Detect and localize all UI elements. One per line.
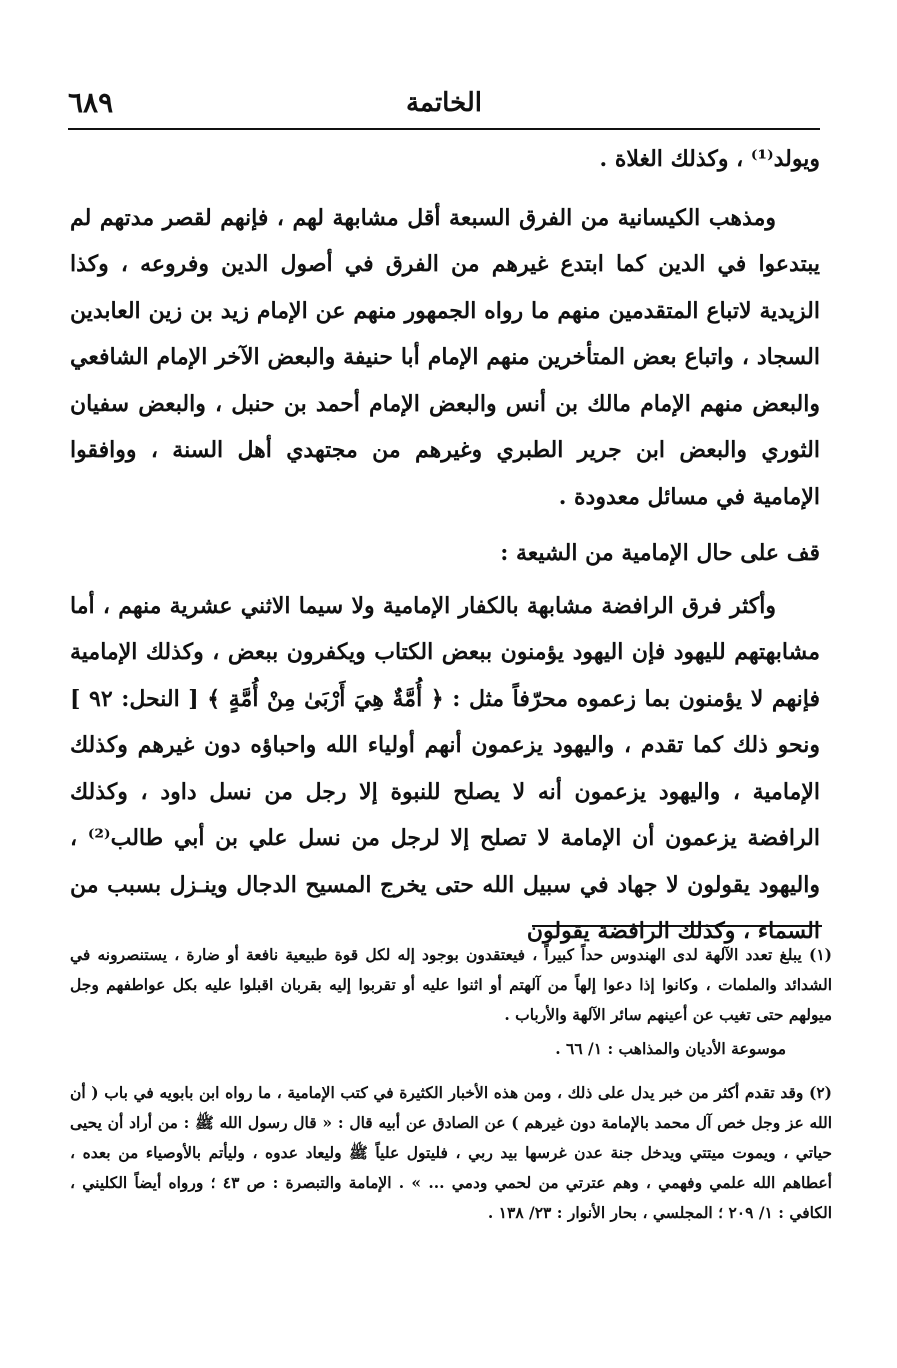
footnote-1-source: موسوعة الأديان والمذاهب : ١/ ٦٦ . xyxy=(555,1039,786,1058)
paragraph-text-b: [ النحل: ٩٢ ] ونحو ذلك كما تقدم ، واليهود يزعمون أنهم أولياء الله واحباؤه دون غيرهم وكذلك الإمامية ، واليهود يزعمون أنه لا يصلح للنبوة إلا رجل من نسل داود ، وكذلك الرافضة يزعمون أن الإمامة لا تصلح إلا لرجل من نسل علي بن أبي طالب⁽²⁾ ، واليهود يقولون لا جهاد في سبيل الله حتى يخرج المسيح الدجال وينـزل بسبب من السماء ، وكذلك الرافضة يقولون xyxy=(70,685,820,944)
page-header xyxy=(68,86,820,126)
paragraph-continuation: ويولد⁽¹⁾ ، وكذلك الغلاة . xyxy=(599,146,820,172)
main-text xyxy=(70,136,820,955)
quran-verse: ﴿ أُمَّةٌ هِيَ أَرْبَىٰ مِنْ أُمَّةٍ ﴾ xyxy=(207,685,444,712)
footnote-separator xyxy=(532,925,822,927)
footnote-2: (٢) وقد تقدم أكثر من خبر يدل على ذلك ، ومن هذه الأخبار الكثيرة في كتب الإمامية ، ما رواه ابن بابويه في باب ( أن الله عز وجل خص آل محمد بالإمامة دون غيرهم ) عن الصادق عن أبيه قال : « قال رسول الله ﷺ : من أراد أن يحيى حياتي ، ويموت ميتتي ويدخل جنة عدن غرسها بيد ربي ، فليتول علياً ﷺ وليعاد عدوه ، وليأتم بالأوصياء من بعده ، أعطاهم الله علمي وفهمي ، وهم عترتي من لحمي ودمي ... » . الإمامة والتبصرة : ص ٤٣ ؛ ورواه أيضاً الكليني ، الكافي : ١/ ٢٠٩ ؛ المجلسي ، بحار الأنوار : ٢٣/ ١٣٨ . xyxy=(70,1083,832,1222)
footnotes xyxy=(70,940,832,1228)
paragraph-imamiyya xyxy=(70,583,820,955)
paragraph-text-a: وأكثر فرق الرافضة مشابهة بالكفار الإمامية ولا سيما الاثني عشرية منهم ، أما مشابهتهم لليهود فإن اليهود يؤمنون ببعض الكتاب ويكفرون ببعض ، وكذلك الإمامية فإنهم لا يؤمنون بما زعموه محرّفاً مثل : xyxy=(70,592,820,712)
page-number: ٦٨٩ xyxy=(68,86,114,119)
section-heading: قف على حال الإمامية من الشيعة : xyxy=(500,540,820,566)
header-rule xyxy=(68,128,820,130)
footnote-1: (١) يبلغ تعدد الآلهة لدى الهندوس حداً كبيراً ، فيعتقدون بوجود إله لكل قوة طبيعية نافعة أو ضارة ، يستنصرونه في الشدائد والملمات ، وكانوا إذا دعوا إلهاً من آلهتم أو اثنوا عليه أو تقربوا إليه بقربان اقبلوا عليه بكل عواطفهم وجل ميولهم حتى تغيب عن أعينهم سائر الآلهة والأرباب . xyxy=(70,945,832,1024)
paragraph-kaysaniyya: ومذهب الكيسانية من الفرق السبعة أقل مشابهة لهم ، فإنهم لقصر مدتهم لم يبتدعوا في الدين كما ابتدع غيرهم من الفرق في أصول الدين وفروعه ، وكذا الزيدية لاتباع المتقدمين منهم ما رواه الجمهور منهم عن الإمام زيد بن زين العابدين السجاد ، واتباع بعض المتأخرين منهم الإمام أبا حنيفة والبعض الآخر الإمام الشافعي والبعض منهم الإمام مالك بن أنس والبعض الإمام أحمد بن حنبل ، والبعض سفيان الثوري والبعض ابن جرير الطبري وغيرهم من مجتهدي أهل السنة ، ووافقوا الإمامية في مسائل معدودة . xyxy=(70,204,820,510)
running-title: الخاتمة xyxy=(405,88,483,118)
